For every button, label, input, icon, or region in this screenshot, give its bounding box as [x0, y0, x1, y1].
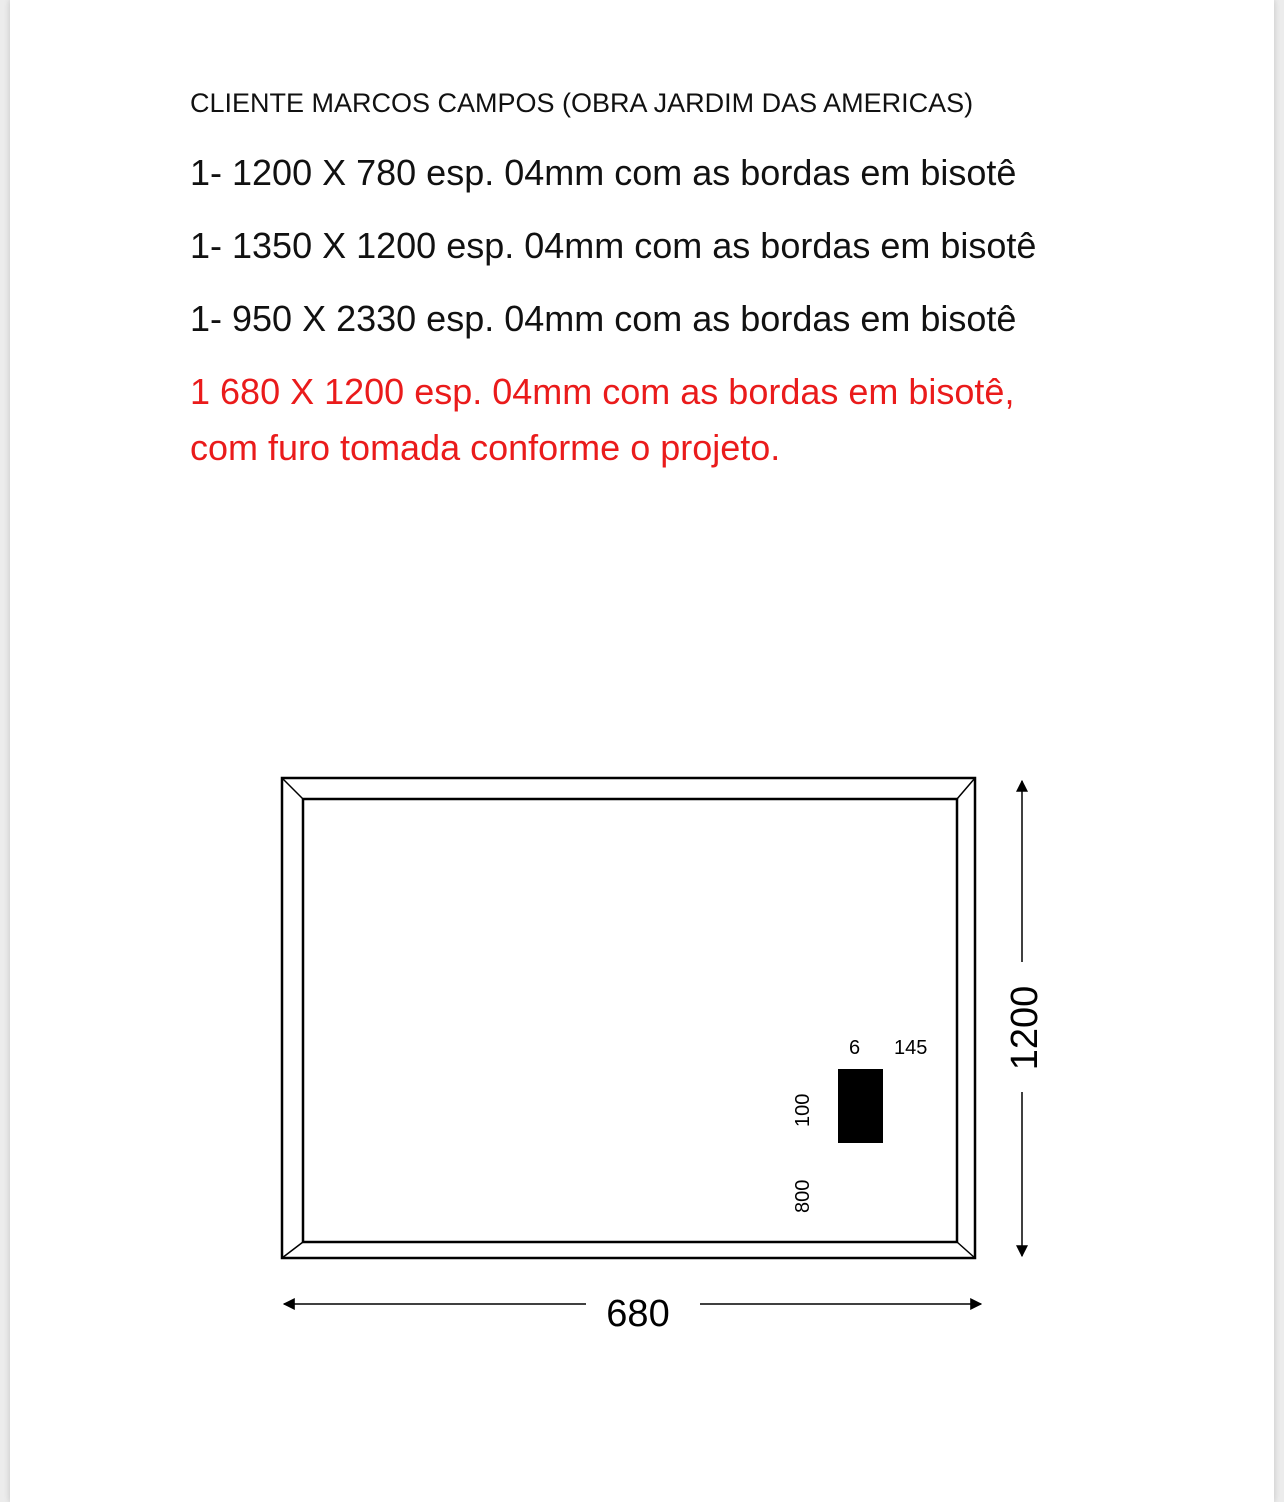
bevel-corner-bottom-left	[282, 1242, 303, 1258]
outlet-bottom-offset-label: 800	[792, 1179, 814, 1213]
highlight-item-line-1: 1 680 X 1200 esp. 04mm com as bordas em bisotê,	[190, 371, 1015, 412]
height-dimension-label: 1200	[1004, 985, 1046, 1071]
order-item-1: 1- 1200 X 780 esp. 04mm com as bordas em bisotê	[190, 152, 1017, 193]
outlet-right-offset-label: 145	[894, 1037, 928, 1059]
order-item-3: 1- 950 X 2330 esp. 04mm com as bordas em bisotê	[190, 298, 1017, 339]
client-header: CLIENTE MARCOS CAMPOS (OBRA JARDIM DAS AMERICAS)	[190, 88, 974, 118]
bevel-corner-bottom-right	[957, 1242, 975, 1258]
order-item-2: 1- 1350 X 1200 esp. 04mm com as bordas em bisotê	[190, 225, 1037, 266]
bevel-corner-top-left	[282, 778, 303, 799]
mirror-bevel-edge	[303, 799, 957, 1242]
outlet-hole	[838, 1069, 883, 1143]
bevel-corner-top-right	[957, 778, 975, 799]
outlet-height-label: 100	[792, 1093, 814, 1127]
outlet-left-offset-label: 6	[849, 1037, 861, 1059]
width-dimension-label: 680	[606, 1293, 670, 1335]
highlight-item-line-2: com furo tomada conforme o projeto.	[190, 427, 781, 468]
mirror-outer-edge	[282, 778, 975, 1258]
